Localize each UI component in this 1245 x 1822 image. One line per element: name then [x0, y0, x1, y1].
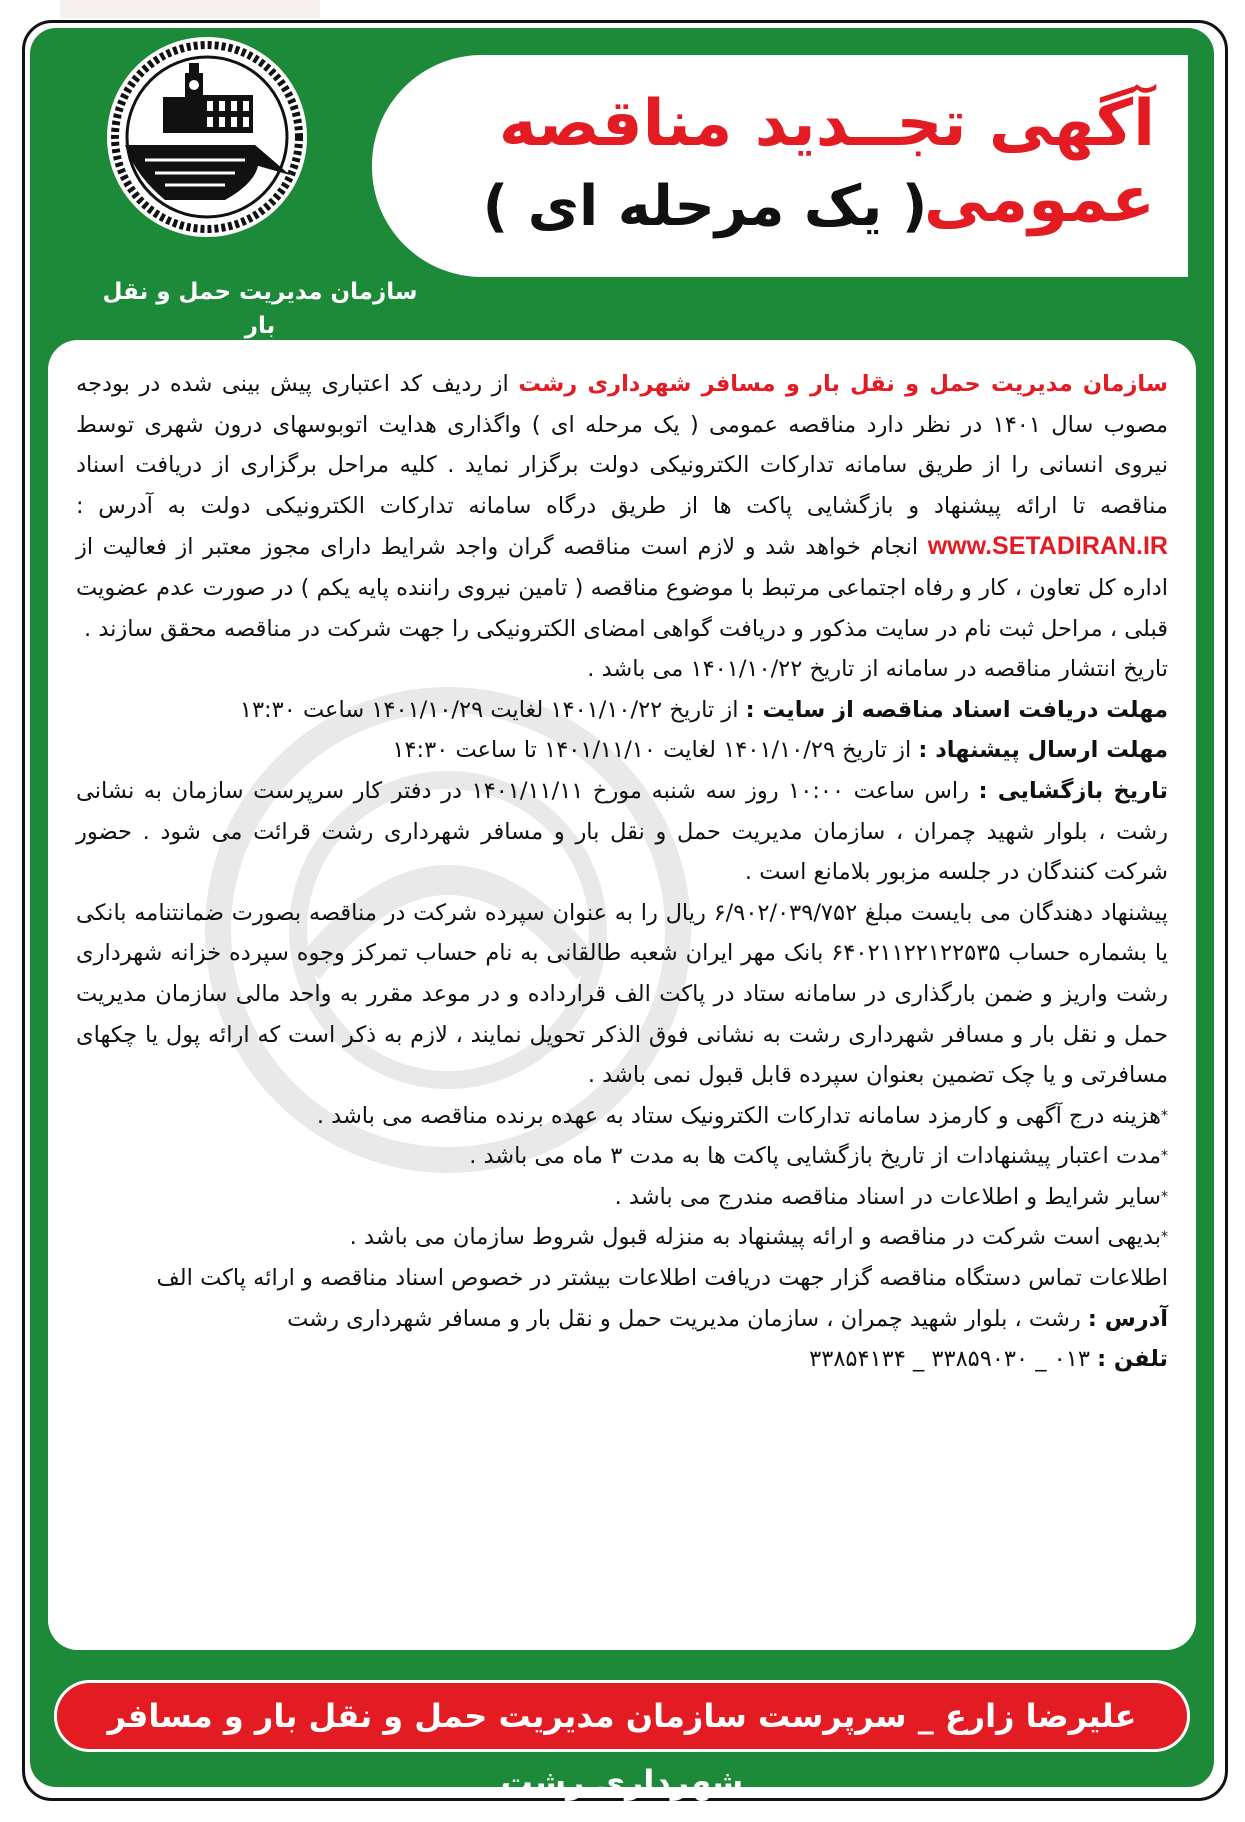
- bullet-icon: *: [1161, 1107, 1168, 1124]
- note-item: [76, 1136, 1168, 1177]
- phone-label: تلفن :: [1097, 1346, 1168, 1373]
- opening-date-value: راس ساعت ۱۰:۰۰ روز سه شنبه مورخ ۱۴۰۱/۱۱/۱۱ در دفتر کار سرپرست سازمان به نشانی رشت ، بلوار شهید چمران ، سازمان مدیریت حمل و نقل بار و مسافر شهرداری رشت قرائت می شود . حضور شرکت کنندگان در جلسه مزبور بلامانع است .: [76, 777, 1168, 886]
- top-strip-decoration: [60, 0, 320, 18]
- organization-name: سازمان مدیریت حمل و نقل بار و مسافر شهرداری رشت: [518, 371, 1169, 397]
- contact-info: اطلاعات تماس دستگاه مناقصه گزار جهت دریافت اطلاعات بیشتر در خصوص اسناد مناقصه و ارائه پاکت الف: [156, 1265, 1168, 1292]
- bullet-icon: *: [1161, 1188, 1168, 1205]
- setadiran-link[interactable]: www.SETADIRAN.IR: [927, 532, 1168, 561]
- document-deadline-value: از تاریخ ۱۴۰۱/۱۰/۲۲ لغایت ۱۴۰۱/۱۰/۲۹ ساعت ۱۳:۳۰: [239, 696, 739, 723]
- organization-logo-icon: [105, 35, 310, 240]
- deposit-paragraph: پیشنهاد دهندگان می بایست مبلغ ۶/۹۰۲/۰۳۹/۷۵۲ ریال را به عنوان سپرده شرکت در مناقصه بصورت ضمانتنامه بانکی یا بشماره حساب ۶۴۰۲۱۱۲۲۱۲۲۵۳۵ بانک مهر ایران شعبه طالقانی به نام حساب تمرکز وجوه سپرده خزانه شهرداری رشت واریز و ضمن بارگذاری در سامانه ستاد در پاکت الف قرارداده و در موعد مقرر به واحد مالی سازمان مدیریت حمل و نقل بار و مسافر شهرداری رشت به نشانی فوق الذکر تحویل نمایند ، لازم به ذکر است که ارائه پول یا چکهای مسافرتی و یا چک تضمین بعنوان سپرده قابل قبول نمی باشد .: [76, 899, 1168, 1089]
- note-text: هزینه درج آگهی و کارمزد سامانه تدارکات الکترونیک ستاد به عهده برنده مناقصه می باشد .: [316, 1102, 1161, 1129]
- page-title: آگهی تجــدید مناقصه عمومی: [498, 87, 1155, 237]
- opening-date-label: تاریخ بازگشایی :: [978, 777, 1168, 804]
- document-deadline: [76, 690, 1168, 731]
- content-panel: [48, 340, 1196, 1650]
- phone-value: ۰۱۳ _ ۳۳۸۵۹۰۳۰ _ ۳۳۸۵۴۱۳۴: [809, 1346, 1090, 1373]
- intro-paragraph: [76, 364, 1168, 649]
- publish-date: تاریخ انتشار مناقصه در سامانه از تاریخ ۱۴۰۱/۱۰/۲۲ می باشد .: [587, 656, 1168, 683]
- note-item: [76, 1096, 1168, 1137]
- bid-deadline-value: از تاریخ ۱۴۰۱/۱۰/۲۹ لغایت ۱۴۰۱/۱۱/۱۰ تا ساعت ۱۴:۳۰: [392, 737, 912, 764]
- note-item: [76, 1177, 1168, 1218]
- bid-deadline-label: مهلت ارسال پیشنهاد :: [918, 737, 1168, 764]
- address-label: آدرس :: [1087, 1305, 1168, 1332]
- note-text: مدت اعتبار پیشنهادات از تاریخ بازگشایی پاکت ها به مدت ۳ ماه می باشد .: [469, 1143, 1161, 1170]
- organization-caption-line1: سازمان مدیریت حمل و نقل بار: [102, 279, 418, 339]
- address: [76, 1299, 1168, 1340]
- bullet-icon: *: [1161, 1229, 1168, 1246]
- bullet-icon: *: [1161, 1148, 1168, 1165]
- footer-bar: [54, 1680, 1190, 1801]
- registration-text: انجام خواهد شد و لازم است مناقصه گران واجد شرایط دارای مجوز معتبر از فعالیت از اداره کل تعاون ، کار و رفاه اجتماعی مرتبط با موضوع مناقصه ( تامین نیروی راننده پایه یکم ) در صورت عدم عضویت قبلی ، مراحل ثبت نام در سایت مذکور و دریافت گواهی امضای الکترونیکی را جهت شرکت در مناقصه محقق سازند .: [76, 534, 1168, 642]
- phone: [76, 1339, 1168, 1380]
- logo-area: [60, 35, 418, 339]
- page-subtitle: ( یک مرحله ای ): [482, 174, 928, 239]
- announcement-body: [76, 364, 1168, 1380]
- opening-date: [76, 771, 1168, 893]
- address-value: رشت ، بلوار شهید چمران ، سازمان مدیریت حمل و نقل بار و مسافر شهرداری رشت: [287, 1305, 1081, 1332]
- note-item: [76, 1217, 1168, 1258]
- intro-text: از ردیف کد اعتباری پیش بینی شده در بودجه مصوب سال ۱۴۰۱ در نظر دارد مناقصه عمومی ( یک مرحله ای ) واگذاری هدایت اتوبوسهای درون شهری توسط نیروی انسانی را از طریق سامانه تدارکات الکترونیکی دولت برگزار نماید . کلیه مراحل برگزاری از دریافت اسناد مناقصه تا ارائه پیشنهاد و بازگشایی پاکت ها از طریق درگاه سامانه تدارکات الکترونیکی دولت به آدرس :: [76, 371, 1169, 519]
- bid-deadline: [76, 730, 1168, 771]
- note-text: بدیهی است شرکت در مناقصه و ارائه پیشنهاد به منزله قبول شروط سازمان می باشد .: [349, 1224, 1161, 1251]
- signature: علیرضا زارع _ سرپرست سازمان مدیریت حمل و نقل بار و مسافر شهرداری رشت: [107, 1697, 1137, 1801]
- document-deadline-label: مهلت دریافت اسناد مناقصه از سایت :: [745, 696, 1168, 723]
- note-text: سایر شرایط و اطلاعات در اسناد مناقصه مندرج می باشد .: [614, 1183, 1161, 1210]
